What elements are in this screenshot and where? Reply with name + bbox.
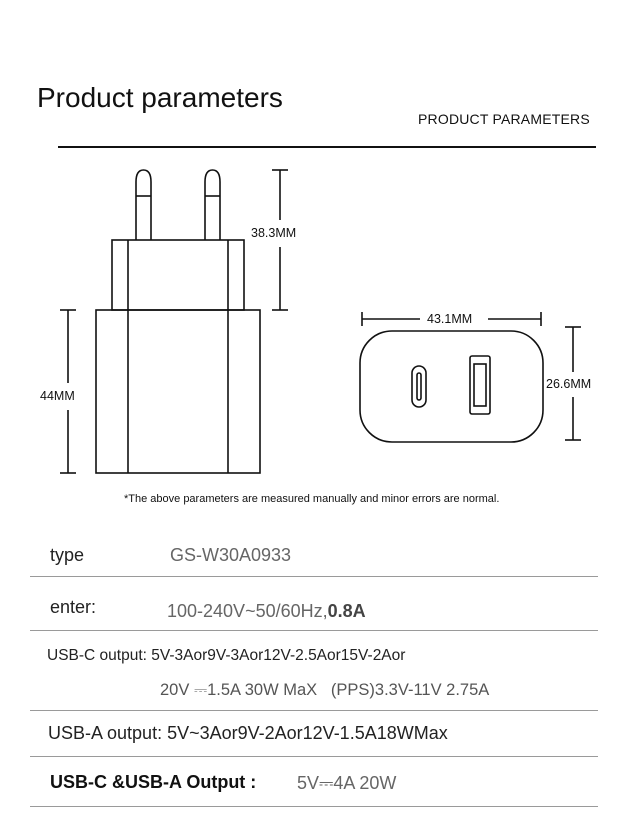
body-height-label: 44MM — [40, 389, 75, 403]
usb-c-output-line1: USB-C output: 5V-3Aor9V-3Aor12V-2.5Aor15V-2Aor — [47, 647, 406, 664]
page-subtitle: PRODUCT PARAMETERS — [418, 111, 590, 127]
usb-c-port-inner — [417, 373, 421, 400]
left-prong — [136, 170, 151, 240]
type-label: type — [50, 545, 85, 565]
plug-height-label: 38.3MM — [251, 226, 297, 240]
plug-shoulder — [112, 240, 244, 310]
enter-value: 100-240V~50/60Hz,0.8A — [167, 601, 366, 621]
combo-output-value: 5V⎓4A 20W — [297, 773, 397, 793]
enter-label: enter: — [50, 597, 97, 617]
row-divider — [30, 756, 598, 757]
charger-face — [360, 331, 543, 442]
row-divider — [30, 576, 598, 577]
measurement-note: *The above parameters are measured manually and minor errors are normal. — [124, 493, 500, 505]
face-width-label: 43.1MM — [427, 312, 473, 326]
row-divider — [30, 710, 598, 711]
charger-body — [96, 310, 260, 473]
usb-a-port-inner — [474, 364, 486, 406]
usb-a-output-line: USB-A output: 5V~3Aor9V-2Aor12V-1.5A18WMax — [48, 723, 448, 743]
row-divider — [30, 630, 598, 631]
right-prong — [205, 170, 220, 240]
usb-c-port — [412, 366, 426, 407]
enter-current: 0.8A — [327, 601, 366, 621]
combo-output-label: USB-C &USB-A Output : — [50, 772, 257, 792]
usb-c-output-line2: 20V ⎓1.5A 30W MaX (PPS)3.3V-11V 2.75A — [160, 681, 490, 699]
page-title: Product parameters — [37, 82, 283, 113]
face-height-label: 26.6MM — [546, 377, 592, 391]
type-value: GS-W30A0933 — [170, 545, 292, 565]
row-divider — [30, 806, 598, 807]
